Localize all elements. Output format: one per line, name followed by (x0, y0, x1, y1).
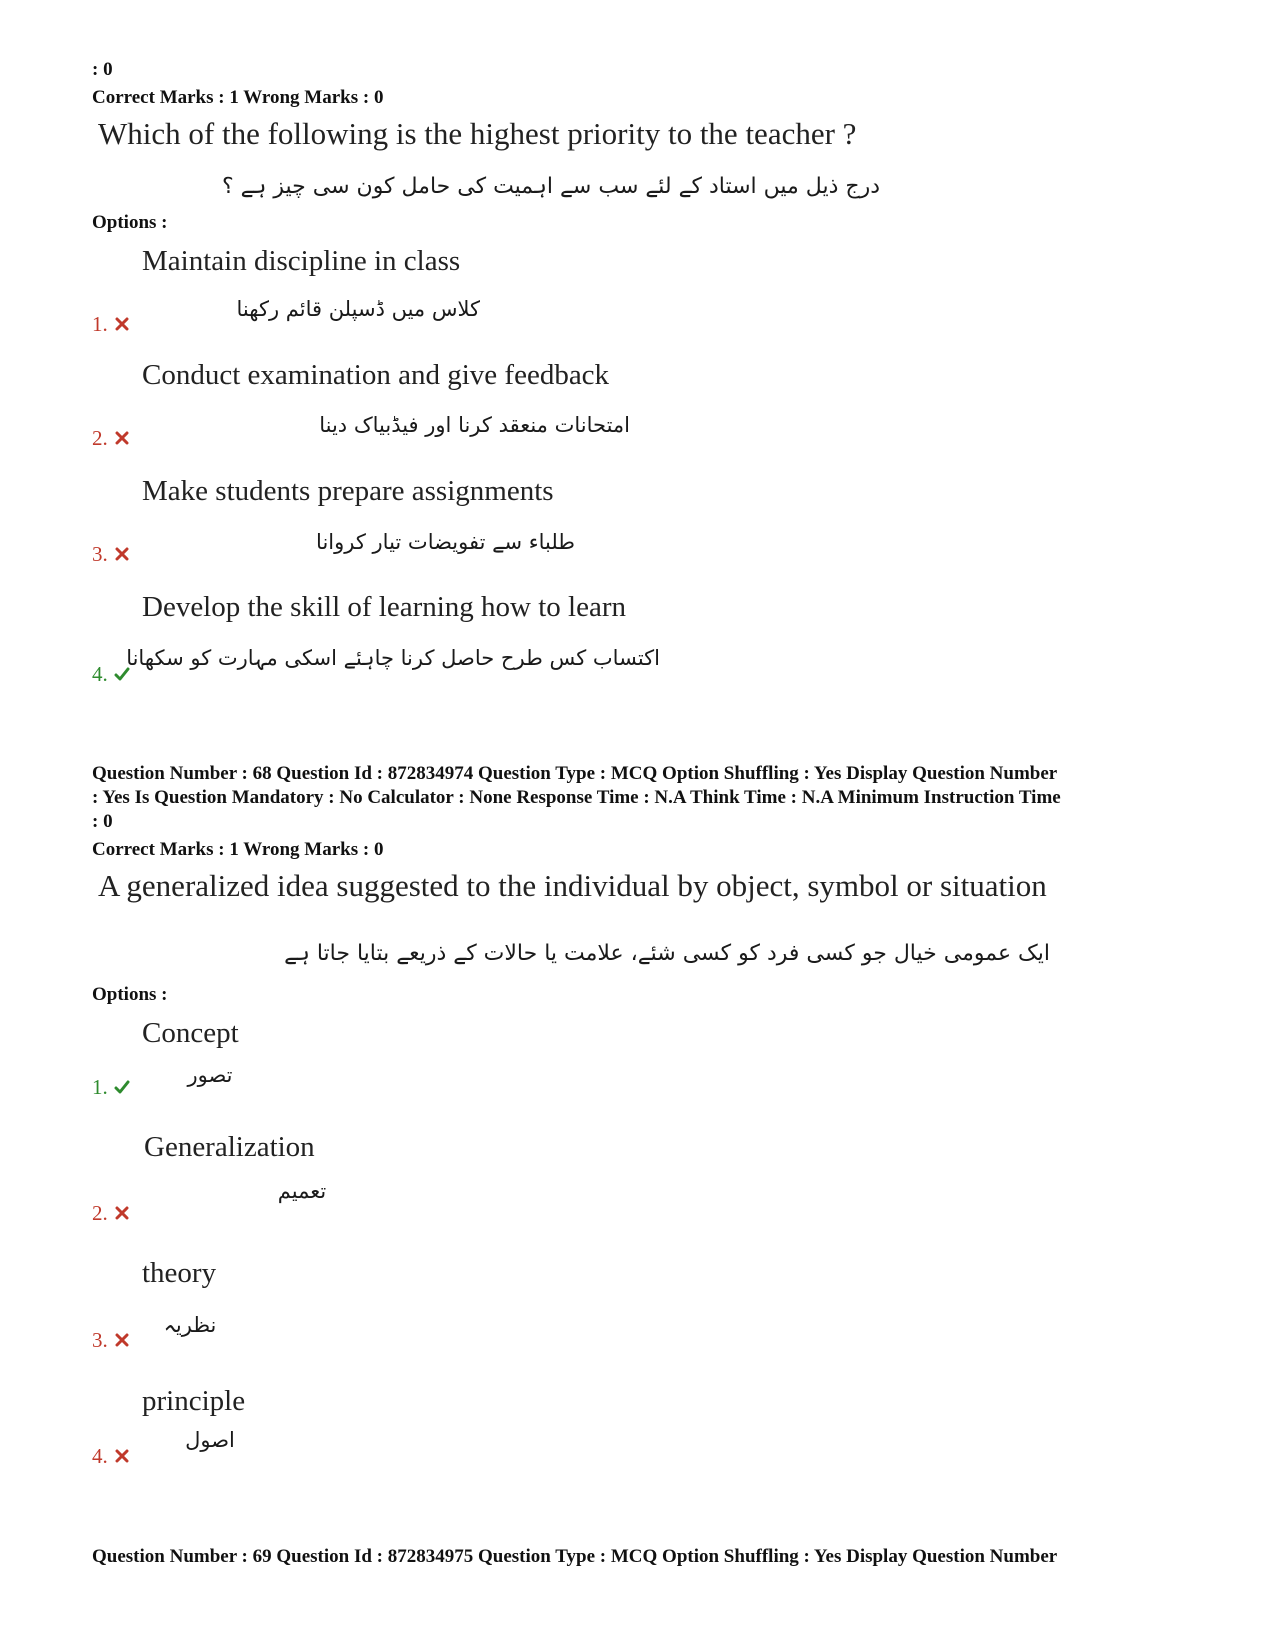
option-number-label: 4. (92, 1444, 108, 1468)
cross-icon (114, 1332, 130, 1348)
option-number-label: 1. (92, 312, 108, 336)
option-text-en: Develop the skill of learning how to learn (142, 591, 627, 623)
check-icon (114, 666, 130, 682)
option-number-label: 4. (92, 662, 108, 686)
option-number (92, 1328, 130, 1352)
option-text-en: Concept (142, 1017, 239, 1049)
option-text-en: theory (142, 1257, 217, 1289)
option-number (92, 1444, 130, 1468)
option-text-ur: تعمیم (277, 1179, 327, 1203)
question-text-en: Which of the following is the highest priority to the teacher ? (98, 116, 857, 151)
option-number-label: 1. (92, 1075, 108, 1099)
option-number-label: 2. (92, 426, 108, 450)
option-text-ur: تصور (187, 1063, 233, 1087)
marks-line: Correct Marks : 1 Wrong Marks : 0 (92, 839, 384, 860)
option-text-en: Make students prepare assignments (142, 475, 554, 507)
question-meta-line: Question Number : 68 Question Id : 872834974 Question Type : MCQ Option Shuffling : Yes Display Question Number (92, 763, 1058, 784)
option-text-en: Maintain discipline in class (142, 245, 461, 277)
option-number (92, 1075, 130, 1099)
option-number (92, 542, 130, 566)
option-text-en: Conduct examination and give feedback (142, 359, 610, 391)
option-number (92, 1201, 130, 1225)
option-text-ur: کلاس میں ڈسپلن قائم رکھنا (236, 297, 480, 321)
cross-icon (114, 546, 130, 562)
meta-tail: : 0 (92, 59, 113, 80)
option-number (92, 426, 130, 450)
question-text-ur: درج ذیل میں استاد کے لئے سب سے اہمیت کی حامل کون سی چیز ہے ؟ (221, 174, 880, 199)
question-text-ur: ایک عمومی خیال جو کسی فرد کو کسی شئے، علامت یا حالات کے ذریعے بتایا جاتا ہے (284, 941, 1050, 966)
option-text-ur: طلباء سے تفویضات تیار کروانا (316, 530, 575, 554)
question-text-en: A generalized idea suggested to the individual by object, symbol or situation (98, 868, 1047, 903)
cross-icon (114, 1205, 130, 1221)
check-icon (114, 1079, 130, 1095)
cross-icon (114, 316, 130, 332)
option-number-label: 2. (92, 1201, 108, 1225)
cross-icon (114, 430, 130, 446)
question-meta-line: : 0 (92, 811, 113, 832)
option-text-ur: نظریہ (163, 1313, 217, 1337)
options-label: Options : (92, 984, 168, 1005)
options-label: Options : (92, 212, 168, 233)
option-number (92, 662, 130, 686)
option-text-en: Generalization (144, 1131, 315, 1163)
question-meta-line: : Yes Is Question Mandatory : No Calculator : None Response Time : N.A Think Time : N.A Minimum Instruction Time (92, 787, 1061, 808)
option-text-ur: امتحانات منعقد کرنا اور فیڈبیاک دینا (319, 413, 630, 437)
option-text-en: principle (142, 1385, 246, 1417)
option-number (92, 312, 130, 336)
option-number-label: 3. (92, 542, 108, 566)
option-text-ur: اصول (185, 1428, 235, 1452)
option-number-label: 3. (92, 1328, 108, 1352)
question-meta-line: Question Number : 69 Question Id : 872834975 Question Type : MCQ Option Shuffling : Yes Display Question Number (92, 1546, 1058, 1567)
cross-icon (114, 1448, 130, 1464)
option-text-ur: اکتساب کس طرح حاصل کرنا چاہئے اسکی مہارت کو سکھانا (126, 646, 660, 670)
marks-line: Correct Marks : 1 Wrong Marks : 0 (92, 87, 384, 108)
